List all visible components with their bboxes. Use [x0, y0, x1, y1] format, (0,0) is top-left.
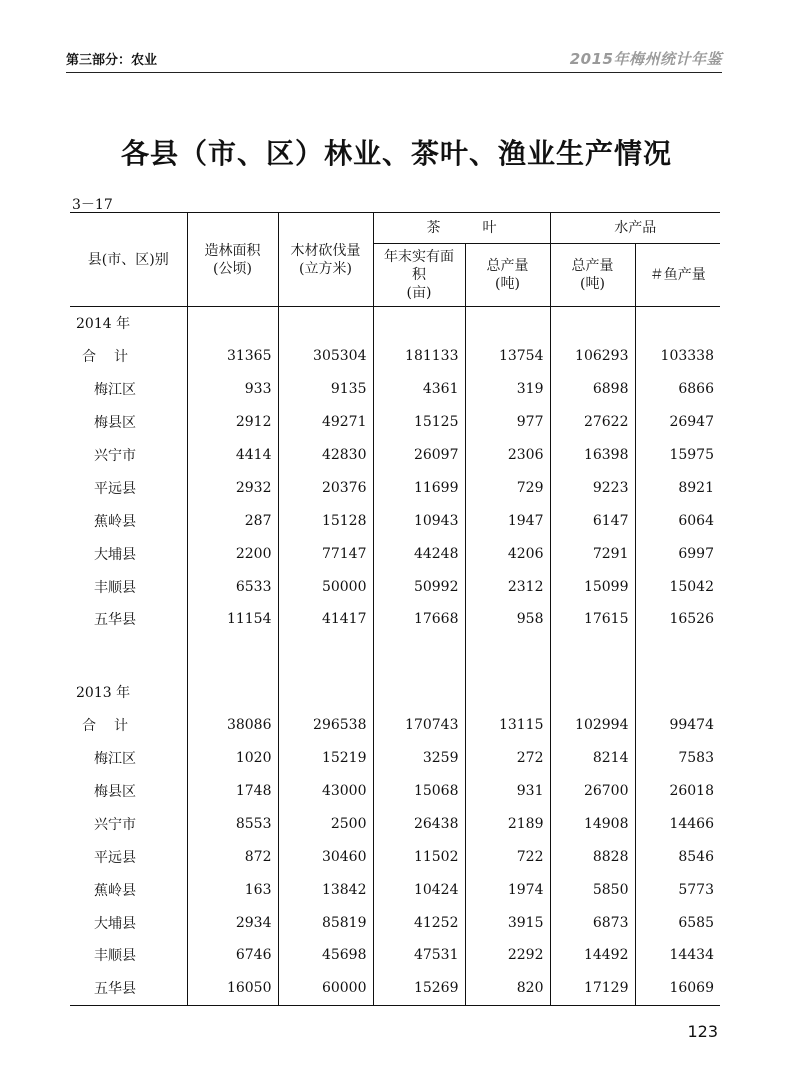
- col-header-tea-output-line: 总产量: [486, 258, 529, 274]
- col-header-region: 县(市、区)别: [87, 251, 169, 268]
- table-cell-value: 1974: [465, 873, 550, 906]
- col-header-tea-area-line: 年末实有面: [384, 249, 454, 265]
- table-cell-value: 319: [465, 373, 550, 406]
- table-cell-value: 6533: [187, 570, 278, 603]
- empty-cell: [550, 307, 635, 340]
- table-cell-value: 15099: [550, 570, 635, 603]
- table-cell-value: 27622: [550, 406, 635, 439]
- year-row: [70, 676, 720, 709]
- table-cell-value: 8553: [187, 807, 278, 840]
- empty-cell: [373, 307, 465, 340]
- table-cell-value: 2934: [187, 906, 278, 939]
- table-cell-value: 26018: [635, 775, 720, 808]
- total-value: 170743: [373, 709, 465, 742]
- total-value: 296538: [278, 709, 373, 742]
- table-cell-value: 6866: [635, 373, 720, 406]
- spacer-cell: [70, 636, 187, 676]
- empty-cell: [635, 676, 720, 709]
- table-cell-value: 6898: [550, 373, 635, 406]
- table-cell-value: 2500: [278, 807, 373, 840]
- table-cell-value: 10424: [373, 873, 465, 906]
- empty-cell: [465, 676, 550, 709]
- table-row: [70, 504, 720, 537]
- region-name: 五华县: [94, 612, 136, 629]
- region-name: 梅江区: [94, 382, 136, 399]
- table-cell-value: 14492: [550, 939, 635, 972]
- statistics-table: [70, 212, 720, 1006]
- table-cell-value: 2932: [187, 471, 278, 504]
- col-header-fish-output: ＃鱼产量: [635, 244, 720, 307]
- region-name: 丰顺县: [94, 948, 136, 965]
- table-header: [70, 213, 720, 307]
- table-row: [70, 972, 720, 1005]
- col-header-timber-unit: (立方米): [299, 260, 352, 277]
- running-header: [66, 44, 722, 73]
- col-header-tea-output: [465, 244, 550, 307]
- table-row: [70, 570, 720, 603]
- total-value: 31365: [187, 340, 278, 373]
- spacer-cell: [550, 636, 635, 676]
- region-name: 蕉岭县: [94, 882, 136, 899]
- table-row: [70, 775, 720, 808]
- table-cell-value: 1748: [187, 775, 278, 808]
- region-name: 丰顺县: [94, 579, 136, 596]
- col-header-afforestation: [187, 213, 278, 307]
- table-cell-value: 163: [187, 873, 278, 906]
- table-cell-value: 931: [465, 775, 550, 808]
- region-name: 梅江区: [94, 751, 136, 768]
- table-row: [70, 373, 720, 406]
- table-cell-value: 20376: [278, 471, 373, 504]
- table-cell-value: 15128: [278, 504, 373, 537]
- table-cell-value: 11699: [373, 471, 465, 504]
- yearbook-title: 2015年梅州统计年鉴: [569, 50, 722, 68]
- table-cell-value: 26947: [635, 406, 720, 439]
- table-cell-value: 45698: [278, 939, 373, 972]
- table-cell-value: 50992: [373, 570, 465, 603]
- table-cell-value: 977: [465, 406, 550, 439]
- page-number: 123: [687, 1022, 718, 1041]
- table-cell-value: 16050: [187, 972, 278, 1005]
- region-name: 梅县区: [94, 415, 136, 432]
- table-cell-value: 17129: [550, 972, 635, 1005]
- col-group-aquatic: 水产品: [550, 213, 720, 244]
- year-label: 2013 年: [76, 685, 131, 702]
- region-name: 大埔县: [94, 546, 136, 563]
- table-cell-value: 6997: [635, 537, 720, 570]
- table-cell-value: 4361: [373, 373, 465, 406]
- table-cell-value: 17668: [373, 603, 465, 636]
- table-cell-value: 6064: [635, 504, 720, 537]
- table-cell-value: 287: [187, 504, 278, 537]
- page-title: 各县（市、区）林业、茶叶、渔业生产情况: [120, 137, 672, 170]
- table-cell-value: 8214: [550, 742, 635, 775]
- empty-cell: [465, 307, 550, 340]
- region-name: 平远县: [94, 849, 136, 866]
- table-cell-value: 16069: [635, 972, 720, 1005]
- region-name: 蕉岭县: [94, 513, 136, 530]
- table-cell-value: 77147: [278, 537, 373, 570]
- table-row: [70, 439, 720, 472]
- table-cell-value: 60000: [278, 972, 373, 1005]
- table-body: [70, 307, 720, 1006]
- region-name: 梅县区: [94, 784, 136, 801]
- table-cell-value: 16398: [550, 439, 635, 472]
- table-row: [70, 873, 720, 906]
- spacer-cell: [635, 636, 720, 676]
- table-cell-value: 8546: [635, 840, 720, 873]
- year-row: [70, 307, 720, 340]
- table-row: [70, 939, 720, 972]
- total-value: 99474: [635, 709, 720, 742]
- table-cell-value: 3259: [373, 742, 465, 775]
- table-cell-value: 15219: [278, 742, 373, 775]
- table-cell-value: 11502: [373, 840, 465, 873]
- table-cell-value: 729: [465, 471, 550, 504]
- table-cell-value: 41252: [373, 906, 465, 939]
- table-cell-value: 17615: [550, 603, 635, 636]
- table-cell-value: 2200: [187, 537, 278, 570]
- col-header-timber-line: 木材砍伐量: [290, 242, 361, 259]
- spacer-cell: [187, 636, 278, 676]
- table-cell-value: 15975: [635, 439, 720, 472]
- total-value: 305304: [278, 340, 373, 373]
- table-cell-value: 3915: [465, 906, 550, 939]
- total-label-cell: [70, 709, 187, 742]
- table-cell-value: 2306: [465, 439, 550, 472]
- table-cell-value: 6746: [187, 939, 278, 972]
- table-cell-value: 15125: [373, 406, 465, 439]
- table-cell-value: 6585: [635, 906, 720, 939]
- table-cell-value: 1020: [187, 742, 278, 775]
- col-header-afforestation-line: 造林面积: [204, 242, 261, 259]
- table-row: [70, 603, 720, 636]
- year-label: 2014 年: [76, 316, 131, 333]
- total-value: 13754: [465, 340, 550, 373]
- table-cell-value: 30460: [278, 840, 373, 873]
- table-cell-value: 85819: [278, 906, 373, 939]
- table-cell-value: 4206: [465, 537, 550, 570]
- table-row: [70, 537, 720, 570]
- table-cell-value: 15068: [373, 775, 465, 808]
- table-cell-value: 26438: [373, 807, 465, 840]
- total-value: 13115: [465, 709, 550, 742]
- table-cell-value: 2189: [465, 807, 550, 840]
- table-cell-value: 2312: [465, 570, 550, 603]
- spacer-cell: [465, 636, 550, 676]
- col-header-tea-output-unit: (吨): [495, 276, 520, 292]
- spacer-cell: [373, 636, 465, 676]
- total-value: 38086: [187, 709, 278, 742]
- table-cell-value: 5850: [550, 873, 635, 906]
- table-cell-value: 958: [465, 603, 550, 636]
- table-row: [70, 742, 720, 775]
- col-header-afforestation-unit: (公顷): [213, 260, 252, 277]
- region-name: 平远县: [94, 480, 136, 497]
- table-cell-value: 14434: [635, 939, 720, 972]
- table-cell-value: 13842: [278, 873, 373, 906]
- table-cell-value: 8921: [635, 471, 720, 504]
- col-header-tea-area: [373, 244, 465, 307]
- table-cell-value: 7583: [635, 742, 720, 775]
- table-cell-value: 11154: [187, 603, 278, 636]
- table-cell-value: 9223: [550, 471, 635, 504]
- col-header-tea-area-line2: 积: [412, 267, 426, 283]
- table-cell-value: 41417: [278, 603, 373, 636]
- table-cell-value: 8828: [550, 840, 635, 873]
- col-header-timber: [278, 213, 373, 307]
- table-cell-value: 820: [465, 972, 550, 1005]
- total-label: 合计: [82, 718, 146, 735]
- total-row: [70, 340, 720, 373]
- total-row: [70, 709, 720, 742]
- table-cell-value: 6873: [550, 906, 635, 939]
- table-cell-value: 1947: [465, 504, 550, 537]
- table-cell-value: 16526: [635, 603, 720, 636]
- region-name: 兴宁市: [94, 448, 136, 464]
- table-cell-value: 2912: [187, 406, 278, 439]
- table-cell-value: 14908: [550, 807, 635, 840]
- table-cell-value: 10943: [373, 504, 465, 537]
- col-header-aquatic-output-line: 总产量: [571, 258, 614, 274]
- table-cell-value: 7291: [550, 537, 635, 570]
- empty-cell: [635, 307, 720, 340]
- table-cell-value: 15042: [635, 570, 720, 603]
- col-header-aquatic-output: [550, 244, 635, 307]
- region-name: 大埔县: [94, 915, 136, 932]
- empty-cell: [187, 676, 278, 709]
- table-cell-value: 26700: [550, 775, 635, 808]
- table-row: [70, 906, 720, 939]
- table-row: [70, 471, 720, 504]
- region-name: 五华县: [94, 981, 136, 998]
- table-row: [70, 840, 720, 873]
- table-id: 3－17: [72, 197, 113, 213]
- spacer-cell: [278, 636, 373, 676]
- table-cell-value: 6147: [550, 504, 635, 537]
- table-row: [70, 406, 720, 439]
- total-value: 102994: [550, 709, 635, 742]
- region-name: 兴宁市: [94, 816, 136, 833]
- table-cell-value: 44248: [373, 537, 465, 570]
- empty-cell: [278, 307, 373, 340]
- table-cell-value: 9135: [278, 373, 373, 406]
- total-value: 181133: [373, 340, 465, 373]
- empty-cell: [187, 307, 278, 340]
- empty-cell: [550, 676, 635, 709]
- total-label: 合计: [82, 349, 146, 366]
- total-label-cell: [70, 340, 187, 373]
- total-value: 106293: [550, 340, 635, 373]
- section-spacer: [70, 636, 720, 676]
- table-cell-value: 42830: [278, 439, 373, 472]
- total-value: 103338: [635, 340, 720, 373]
- col-header-tea-area-unit: (亩): [406, 285, 432, 301]
- table-cell-value: 26097: [373, 439, 465, 472]
- table-cell-value: 49271: [278, 406, 373, 439]
- empty-cell: [373, 676, 465, 709]
- table-cell-value: 15269: [373, 972, 465, 1005]
- section-label: 第三部分：农业: [66, 53, 158, 68]
- table-cell-value: 14466: [635, 807, 720, 840]
- table-cell-value: 4414: [187, 439, 278, 472]
- col-group-tea: 茶 叶: [373, 213, 550, 244]
- table-cell-value: 50000: [278, 570, 373, 603]
- table-cell-value: 2292: [465, 939, 550, 972]
- table-cell-value: 272: [465, 742, 550, 775]
- table-cell-value: 5773: [635, 873, 720, 906]
- table-row: [70, 807, 720, 840]
- table-cell-value: 872: [187, 840, 278, 873]
- col-header-aquatic-output-unit: (吨): [580, 276, 605, 292]
- empty-cell: [278, 676, 373, 709]
- table-cell-value: 933: [187, 373, 278, 406]
- table-cell-value: 43000: [278, 775, 373, 808]
- table-cell-value: 722: [465, 840, 550, 873]
- table-cell-value: 47531: [373, 939, 465, 972]
